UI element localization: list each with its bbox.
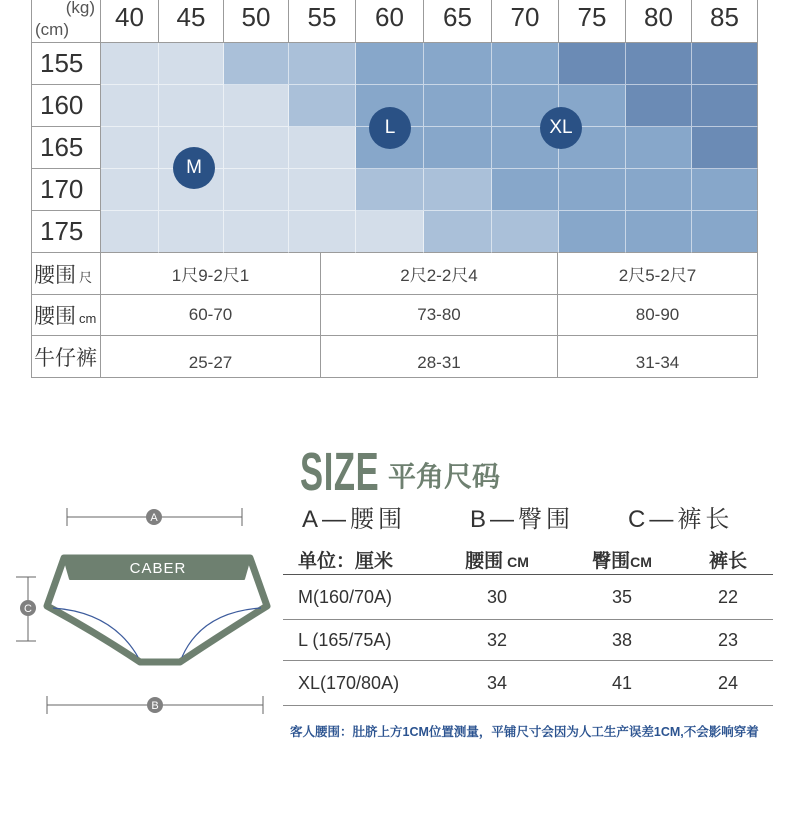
size-cell: M(160/70A) [298,586,393,607]
measure-b [47,696,263,714]
weight-header: 55 [289,0,356,43]
weight-header: 75 [559,0,626,43]
height-label: 155 [32,43,101,85]
waist-cm-value: 80-90 [558,295,758,336]
weight-unit-label: (kg) [65,0,95,17]
waist-cell: 32 [486,629,508,650]
length-header: 裤长 [708,550,747,572]
weight-header: 45 [159,0,224,43]
size-grid-cell-155-60 [356,43,424,85]
size-grid-cell-160-80 [626,85,692,127]
height-label: 165 [32,127,101,169]
waist-table [31,253,758,378]
waist-chi-value: 1尺9-2尺1 [101,253,321,295]
waist-cell: 34 [486,672,508,693]
row-label: 腰围 [34,263,76,287]
weight-header: 50 [224,0,289,43]
jeans-size-label [32,336,101,378]
size-grid-cell-165-85 [692,127,758,169]
size-grid-cell-170-80 [626,169,692,211]
size-grid-cell-170-40 [101,169,159,211]
size-grid-cell-160-50 [224,85,289,127]
row-label: 牛仔裤 [34,346,97,370]
waist-chi-value: 2尺5-2尺7 [558,253,758,295]
size-grid-cell-160-55 [289,85,356,127]
table-row [283,661,773,706]
size-grid-cell-170-70 [492,169,559,211]
size-grid-cell-155-70 [492,43,559,85]
hip-cell: 38 [611,629,633,650]
size-title: SIZE [300,442,380,502]
hip-cell: 41 [611,672,633,693]
height-unit-label: (cm) [35,20,69,39]
size-cell: L (165/75A) [298,629,392,650]
waist-header-unit: CM [507,553,529,570]
measurement-note: 客人腰围：肚脐上方1CM位置测量，平铺尺寸会因为人工生产误差1CM,不会影响穿着 [290,725,759,739]
size-grid-cell-170-55 [289,169,356,211]
jeans-size-value: 28-31 [321,336,558,378]
size-grid-cell-155-75 [559,43,626,85]
size-grid-cell-170-50 [224,169,289,211]
size-grid-cell-170-60 [356,169,424,211]
size-grid-cell-160-65 [424,85,492,127]
size-grid-cell-175-85 [692,211,758,253]
size-grid-cell-165-50 [224,127,289,169]
size-grid-cell-175-45 [159,211,224,253]
height-label: 175 [32,211,101,253]
size-grid-cell-175-70 [492,211,559,253]
size-grid-cell-155-85 [692,43,758,85]
measure-c [16,577,36,641]
size-grid-cell-175-55 [289,211,356,253]
size-grid-cell-165-65 [424,127,492,169]
waist-cm-value: 60-70 [101,295,321,336]
measurement-table [283,544,773,706]
height-label: 160 [32,85,101,127]
size-grid-cell-175-75 [559,211,626,253]
hip-header [561,546,683,573]
table-header-row [283,544,773,575]
size-grid-cell-160-85 [692,85,758,127]
size-grid-cell-175-60 [356,211,424,253]
legend-waist: A—腰围 [302,506,407,533]
weight-header: 60 [356,0,424,43]
waist-header [433,546,561,573]
weight-header: 80 [626,0,692,43]
size-grid-cell-170-75 [559,169,626,211]
hip-cell: 35 [611,586,633,607]
size-grid-cell-165-80 [626,127,692,169]
size-grid-cell-155-50 [224,43,289,85]
height-label: 170 [32,169,101,211]
size-grid-cell-170-85 [692,169,758,211]
size-subtitle: 平角尺码 [388,461,501,492]
jeans-size-value: 25-27 [101,336,321,378]
weight-header: 40 [101,0,159,43]
measure-a-letter: A [150,512,158,524]
length-cell: 23 [717,629,739,650]
weight-header: 85 [692,0,758,43]
row-label: 腰围 [34,305,76,328]
waist-chi-label [32,253,101,295]
size-grid-cell-175-40 [101,211,159,253]
size-grid-cell-155-80 [626,43,692,85]
waist-cell: 30 [486,586,508,607]
size-grid-cell-155-55 [289,43,356,85]
size-grid-cell-160-45 [159,85,224,127]
measure-c-letter: C [24,603,32,615]
size-grid-cell-155-40 [101,43,159,85]
weight-header: 70 [492,0,559,43]
waist-header-label: 腰围 [465,550,504,572]
waist-cm-label [32,295,101,336]
waist-cm-value: 73-80 [321,295,558,336]
hip-header-unit: CM [630,553,652,570]
size-grid-cell-175-50 [224,211,289,253]
size-grid-cell-165-40 [101,127,159,169]
size-grid-cell-175-65 [424,211,492,253]
table-row [283,620,773,661]
weight-header: 65 [424,0,492,43]
row-unit: 尺 [79,269,93,285]
size-grid-cell-155-45 [159,43,224,85]
length-cell: 24 [717,672,739,693]
size-grid-cell-170-65 [424,169,492,211]
measure-a [67,508,242,526]
hip-header-label: 臀围 [592,550,631,572]
jeans-size-value: 31-34 [558,336,758,378]
grid-corner [32,0,101,43]
waist-chi-value: 2尺2-2尺4 [321,253,558,295]
briefs-diagram-icon [0,490,290,725]
size-grid-cell-175-80 [626,211,692,253]
unit-header: 单位：厘米 [298,550,394,572]
table-row [283,575,773,620]
size-grid-cell-165-55 [289,127,356,169]
length-cell: 22 [717,586,739,607]
legend-length: C—裤长 [628,506,734,533]
brand-label: CABER [129,560,187,577]
briefs-shape [47,558,267,662]
measure-b-letter: B [151,700,159,712]
size-cell: XL(170/80A) [298,672,400,693]
size-marker-l: L [369,107,411,149]
size-grid-cell-155-65 [424,43,492,85]
size-marker-m: M [173,147,215,189]
size-marker-xl: XL [540,107,582,149]
legend-hip: B—臀围 [470,506,575,533]
size-grid-cell-160-40 [101,85,159,127]
row-unit: cm [79,311,97,326]
